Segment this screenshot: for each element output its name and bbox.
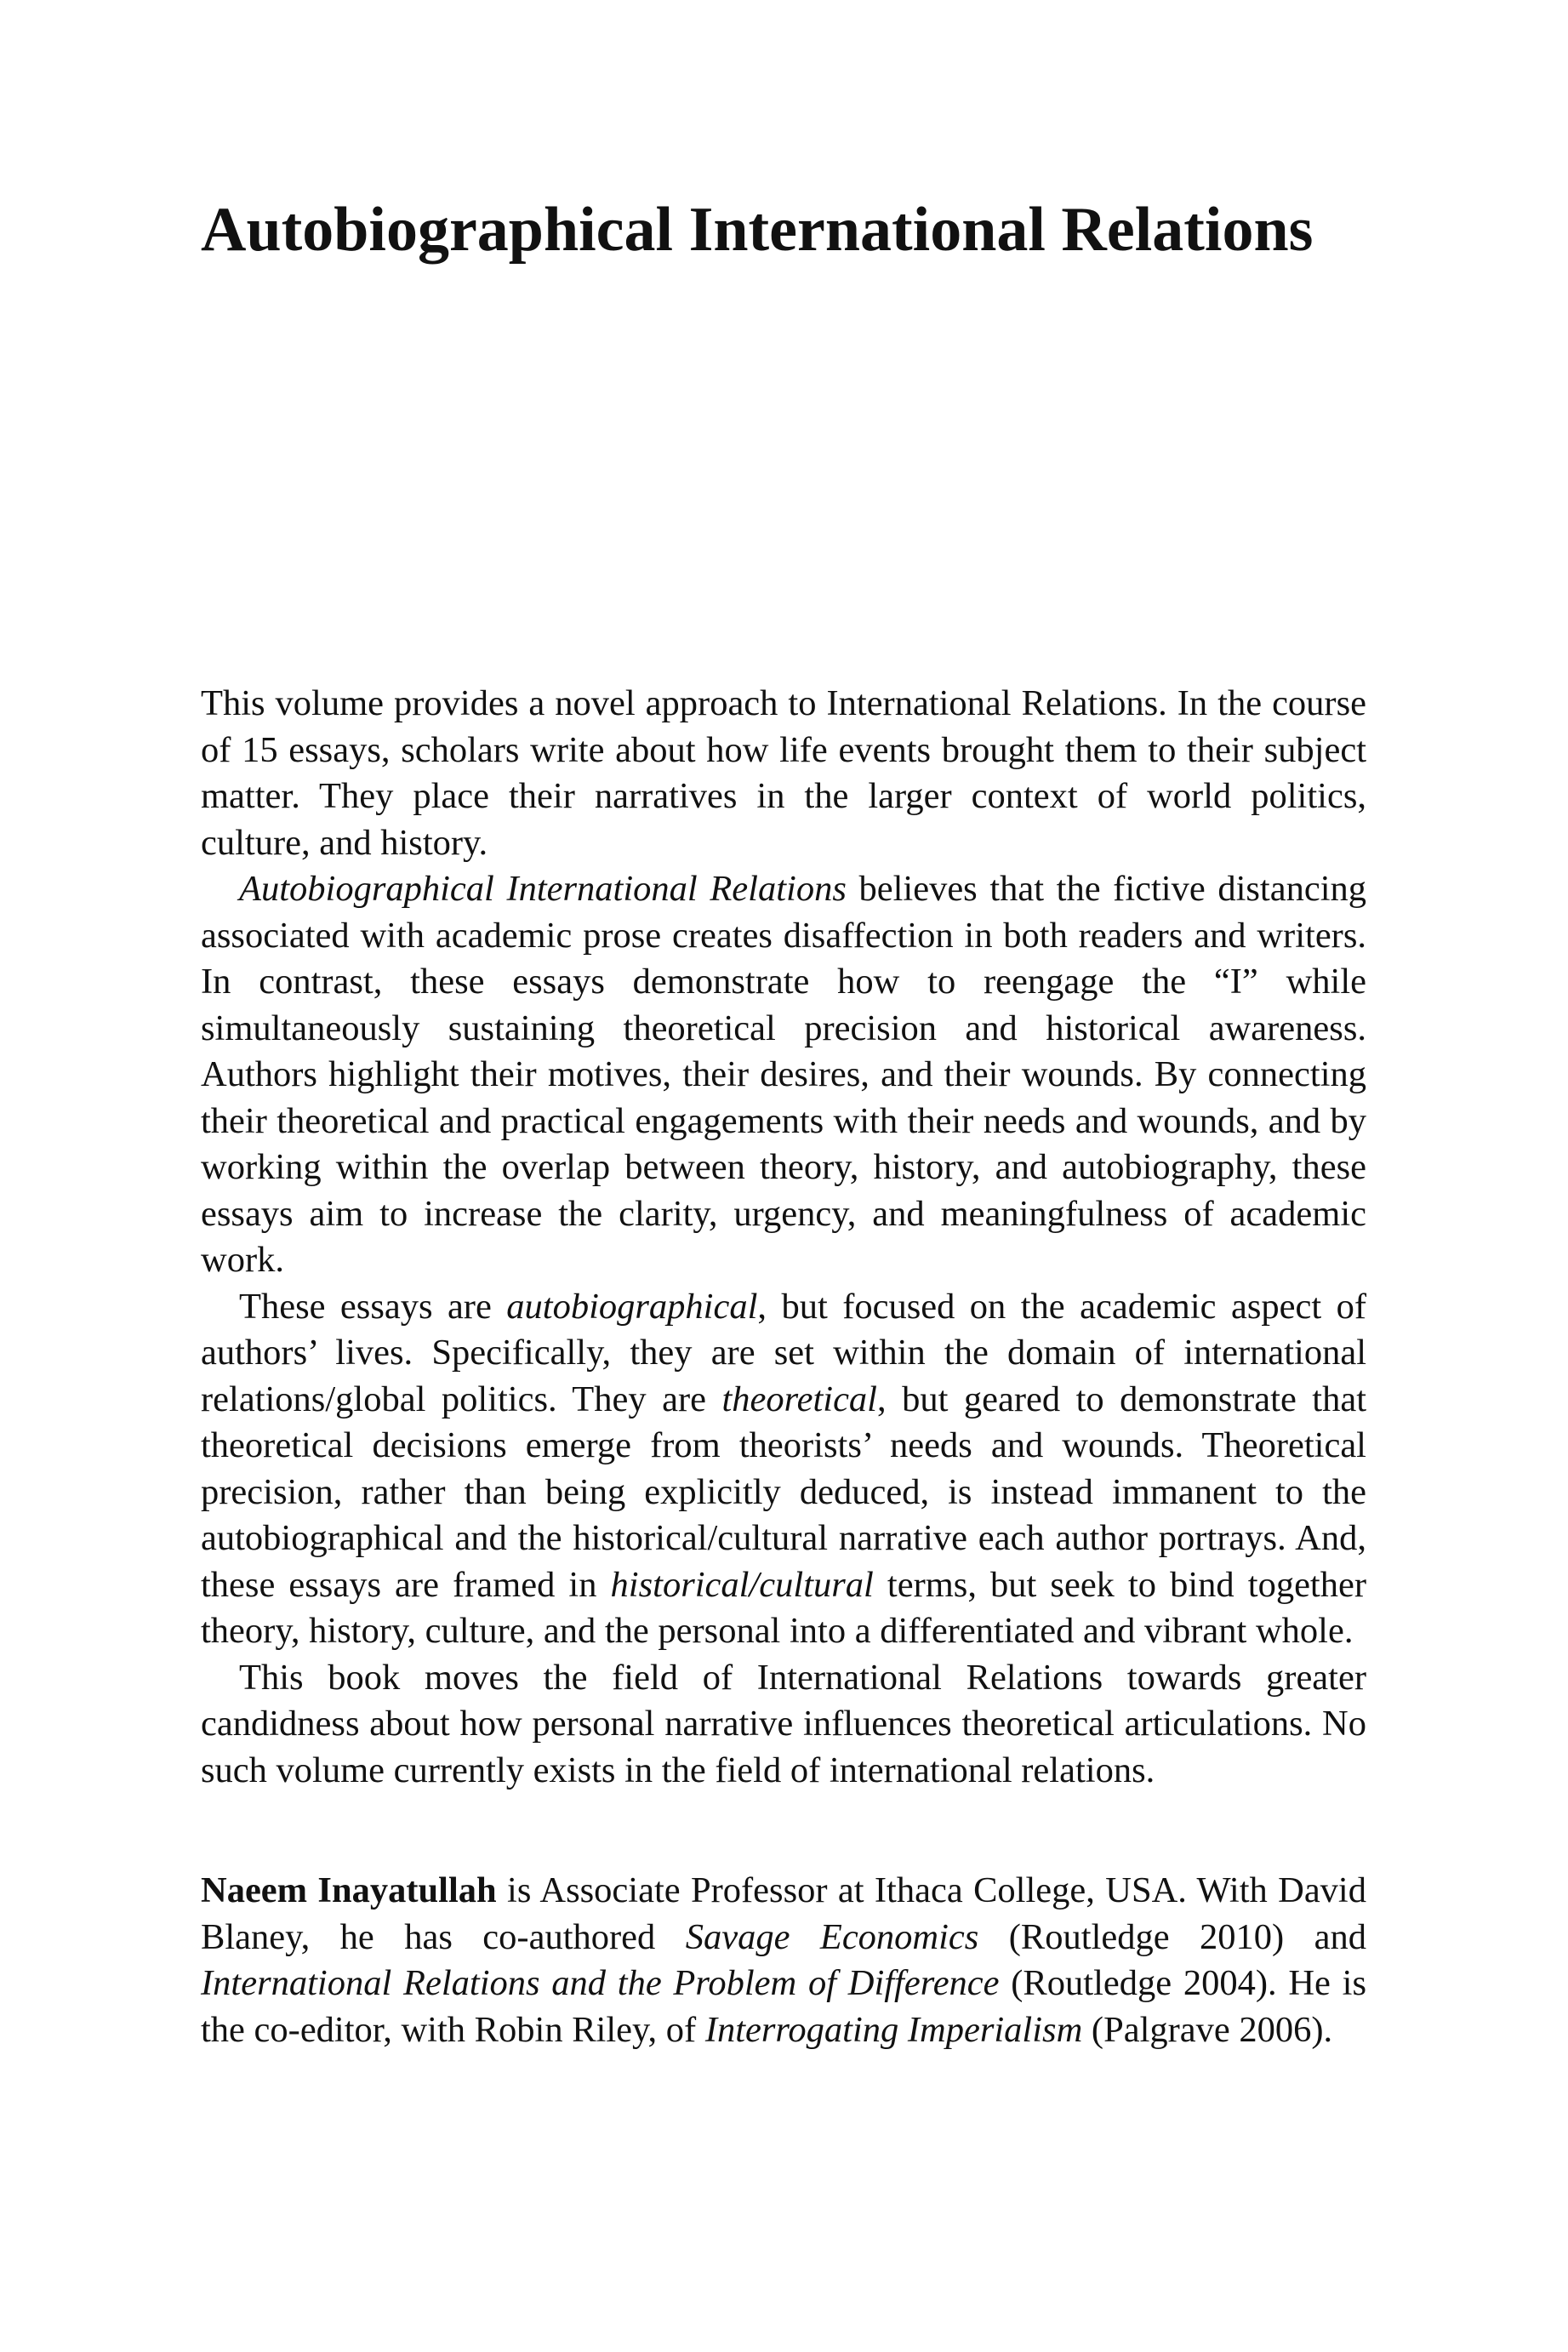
emphasis-historical-cultural: historical/cultural [610, 1564, 874, 1605]
book-description [201, 681, 1366, 1794]
description-paragraph-2: Autobiographical International Relations believes that the fictive distancing associated with academic prose creates disaffection in both readers and writers. In contrast, these essays demonstrate how to reengage the “I” while simultaneously sustaining theoretical precision and historical awareness. Authors highlight their motives, their desires, and their wounds. By connecting their theoretical and practical engagements with their needs and wounds, and by working within the overlap between theory, history, and autobiography, these essays aim to increase the clarity, urgency, and meaningfulness of academic work. [201, 869, 1367, 1280]
book-ir-problem-of-difference: International Relations and the Problem of Difference [201, 1963, 1000, 2003]
author-name: Naeem Inayatullah [201, 1870, 497, 1910]
emphasis-theoretical: theoretical [721, 1379, 877, 1419]
description-paragraph-4: This book moves the field of International Relations towards greater candidness about how personal narrative influences theoretical articulations. No such volume currently exists in the field of international relations. [201, 1657, 1366, 1790]
description-paragraph-3: These essays are autobiographical, but focused on the academic aspect of authors’ lives. Specifically, they are set within the domain of international relations/global politics. They are theoretical, but geared to demonstrate that theoretical decisions emerge from theorists’ needs and wounds. Theoretical precision, rather than being explicitly deduced, is instead immanent to the autobiographical and the historical/cultural narrative each author portrays. And, these essays are framed in historical/cultural terms, but seek to bind together theory, history, culture, and the personal into a differentiated and vibrant whole. [201, 1286, 1367, 1651]
book-savage-economics: Savage Economics [685, 1916, 979, 1957]
page-title: Autobiographical International Relations [201, 195, 1314, 265]
author-bio: Naeem Inayatullah is Associate Professor at Ithaca College, USA. With David Blaney, he has co-authored Savage Economics (Routledge 2010) and International Relations and the Problem of Difference (Routledge 2004). He is the co-editor, with Robin Riley, of Interrogating Imperialism (Palgrave 2006). [201, 1870, 1366, 2050]
emphasis-autobiographical: autobiographical [506, 1286, 758, 1327]
book-title-italic: Autobiographical International Relations [239, 869, 847, 909]
description-paragraph-1: This volume provides a novel approach to International Relations. In the course of 15 essays, scholars write about how life events brought them to their subject matter. They place their narratives in the larger context of world politics, culture, and history. [201, 683, 1366, 863]
book-interrogating-imperialism: Interrogating Imperialism [704, 2009, 1083, 2050]
